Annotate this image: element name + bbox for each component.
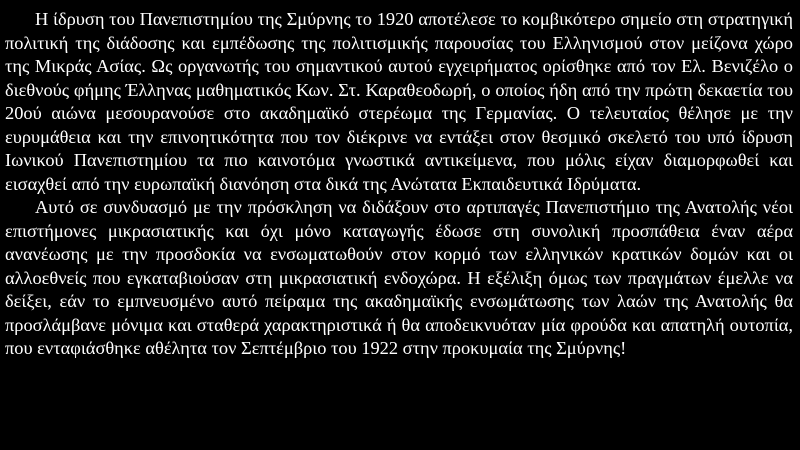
paragraph-academic-experiment: Αυτό σε συνδυασμό με την πρόσκληση να διδάξουν στο αρτιπαγές Πανεπιστήμιο της Ανατολής νέοι επιστήμονες μικρασιατικής και όχι μόνο καταγωγής έδωσε στη συνολική προσπάθεια έναν αέρα ανανέωσης με την προσδοκία να ενσωματωθούν στον κορμό των ελληνικών κρατικών δομών και οι αλλοεθνείς που εγκαταβιούσαν στη μικρασιατική ενδοχώρα. Η εξέλιξη όμως των πραγμάτων έμελλε να δείξει, εάν το εμπνευσμένο αυτό πείραμα της ακαδημαϊκής ενσωμάτωσης των λαών της Ανατολής θα προσλάμβανε μόνιμα και σταθερά χαρακτηριστικά ή θα αποδεικνυόταν μία φρούδα και απατηλή ουτοπία, που ενταφιάσθηκε αθέλητα τον Σεπτέμβριο του 1922 στην προκυμαία της Σμύρνης! bbox=[5, 197, 793, 358]
paragraph-university-founding: Η ίδρυση του Πανεπιστημίου της Σμύρνης το 1920 αποτέλεσε το κομβικότερο σημείο στη στρατηγική πολιτική της διάδοσης και εμπέδωσης της πολιτισμικής παρουσίας του Ελληνισμού στον μείζονα χώρο της Μικράς Ασίας. Ως οργανωτής του σημαντικού αυτού εγχειρήματος ορίσθηκε από τον Ελ. Βενιζέλο ο διεθνούς φήμης Έλληνας μαθηματικός Κων. Στ. Καραθεοδωρή, ο οποίος ήδη από την πρώτη δεκαετία του 20ού αιώνα μεσουρανούσε στο ακαδημαϊκό στερέωμα της Γερμανίας. Ο τελευταίος θέλησε με την ευρυμάθεια και την επινοητικότητα που τον διέκρινε να εντάξει στον θεσμικό σκελετό του υπό ίδρυση Ιωνικού Πανεπιστημίου τα πιο καινοτόμα γνωστικά αντικείμενα, που μόλις είχαν διαμορφωθεί και εισαχθεί από την ευρωπαϊκή διανόηση στα δικά της Ανώτατα Εκπαιδευτικά Ιδρύματα. bbox=[5, 9, 793, 194]
slide-text-body bbox=[5, 8, 793, 361]
